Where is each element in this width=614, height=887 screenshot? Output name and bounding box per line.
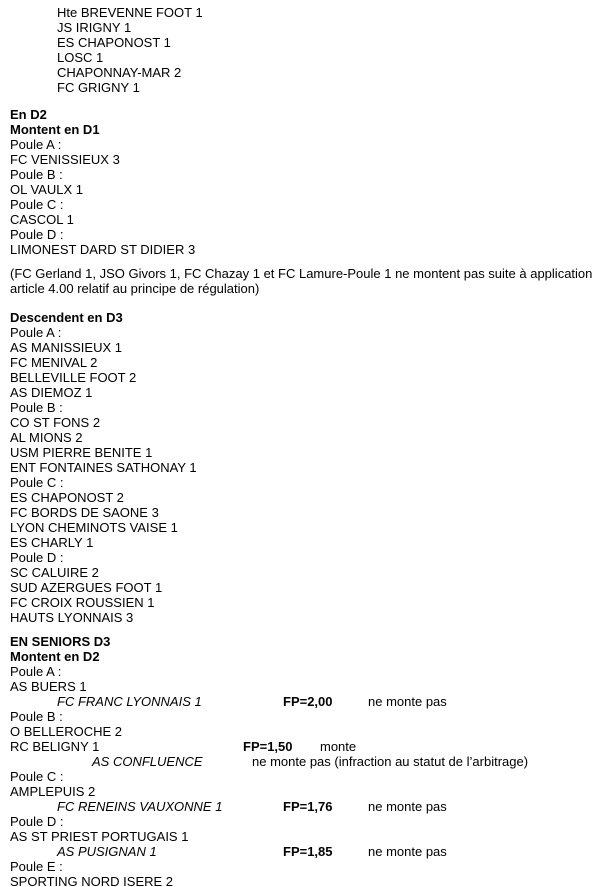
text-line (10, 709, 604, 724)
line-text: Poule A : (10, 137, 62, 152)
line-text: JS IRIGNY 1 (57, 20, 132, 35)
section-en-seniors-d3-montent-en-d2 (10, 634, 604, 887)
line-text: Poule C : (10, 475, 64, 490)
line-text: Poule A : (10, 325, 62, 340)
fp-value: FP=1,50 (243, 739, 293, 754)
line-text: LIMONEST DARD ST DIDIER 3 (10, 242, 196, 257)
text-line (10, 754, 604, 769)
line-text: ES CHAPONOST 1 (57, 35, 171, 50)
fp-value: FP=1,76 (283, 799, 333, 814)
text-line (10, 634, 604, 649)
text-line (10, 197, 604, 212)
line-text: AS PUSIGNAN 1 (57, 844, 157, 859)
text-line (10, 664, 604, 679)
line-text: HAUTS LYONNAIS 3 (10, 610, 134, 625)
text-line (10, 595, 604, 610)
line-text: AL MIONS 2 (10, 430, 83, 445)
line-text: Poule D : (10, 814, 64, 829)
text-line (10, 167, 604, 182)
section-relegated-list-continued (10, 5, 604, 95)
text-line (10, 242, 604, 257)
text-line (10, 325, 604, 340)
line-text: CASCOL 1 (10, 212, 74, 227)
text-line (10, 610, 604, 625)
line-text: AS MANISSIEUX 1 (10, 340, 122, 355)
note-text: ne monte pas (368, 694, 447, 709)
line-text: Poule B : (10, 167, 63, 182)
text-line (10, 505, 604, 520)
text-line (10, 400, 604, 415)
text-line (10, 679, 604, 694)
line-text: FC BORDS DE SAONE 3 (10, 505, 159, 520)
text-line (10, 649, 604, 664)
line-text: LOSC 1 (57, 50, 104, 65)
line-text: Poule C : (10, 769, 64, 784)
line-text: BELLEVILLE FOOT 2 (10, 370, 137, 385)
line-text: OL VAULX 1 (10, 182, 83, 197)
text-line (10, 281, 604, 296)
text-line (10, 799, 604, 814)
text-line (10, 385, 604, 400)
line-text: FC FRANC LYONNAIS 1 (57, 694, 202, 709)
line-text: LYON CHEMINOTS VAISE 1 (10, 520, 178, 535)
line-text: FC MENIVAL 2 (10, 355, 98, 370)
line-text: Poule E : (10, 859, 63, 874)
text-line (10, 355, 604, 370)
text-line (10, 724, 604, 739)
text-line (10, 80, 604, 95)
text-line (10, 182, 604, 197)
line-text: AMPLEPUIS 2 (10, 784, 96, 799)
note-text: ne monte pas (368, 844, 447, 859)
line-text: Poule D : (10, 227, 64, 242)
text-line (10, 152, 604, 167)
line-text: RC BELIGNY 1 (10, 739, 100, 754)
line-text: SUD AZERGUES FOOT 1 (10, 580, 163, 595)
heading-text: Descendent en D3 (10, 310, 123, 325)
line-text: Poule B : (10, 400, 63, 415)
line-text: Poule D : (10, 550, 64, 565)
line-text: ES CHARLY 1 (10, 535, 94, 550)
text-line (10, 784, 604, 799)
text-line (10, 844, 604, 859)
text-line (10, 35, 604, 50)
note-text: ne monte pas (368, 799, 447, 814)
text-line (10, 310, 604, 325)
section-regulation-note (10, 266, 604, 296)
line-text: Poule B : (10, 709, 63, 724)
line-text: (FC Gerland 1, JSO Givors 1, FC Chazay 1 et FC Lamure-Poule 1 ne montent pas suite à application (10, 266, 593, 281)
heading-text: En D2 (10, 107, 47, 122)
line-text: ENT FONTAINES SATHONAY 1 (10, 460, 197, 475)
text-line (10, 340, 604, 355)
text-line (10, 266, 604, 281)
text-line (10, 739, 604, 754)
line-text: FC RENEINS VAUXONNE 1 (57, 799, 223, 814)
note-text: ne monte pas (infraction au statut de l’arbitrage) (252, 754, 529, 769)
text-line (10, 122, 604, 137)
line-text: SPORTING NORD ISERE 2 (10, 874, 174, 887)
line-text: AS DIEMOZ 1 (10, 385, 93, 400)
line-text: ES CHAPONOST 2 (10, 490, 124, 505)
line-text: article 4.00 relatif au principe de régulation) (10, 281, 260, 296)
text-line (10, 829, 604, 844)
text-line (10, 490, 604, 505)
text-line (10, 565, 604, 580)
heading-text: EN SENIORS D3 (10, 634, 111, 649)
text-line (10, 430, 604, 445)
text-line (10, 859, 604, 874)
line-text: AS BUERS 1 (10, 679, 87, 694)
section-descendent-en-d3 (10, 310, 604, 625)
line-text: O BELLEROCHE 2 (10, 724, 122, 739)
text-line (10, 5, 604, 20)
text-line (10, 580, 604, 595)
line-text: Poule A : (10, 664, 62, 679)
fp-value: FP=1,85 (283, 844, 333, 859)
text-line (10, 445, 604, 460)
text-line (10, 65, 604, 80)
text-line (10, 460, 604, 475)
text-line (10, 415, 604, 430)
line-text: CHAPONNAY-MAR 2 (57, 65, 182, 80)
text-line (10, 107, 604, 122)
line-text: FC GRIGNY 1 (57, 80, 140, 95)
heading-text: Montent en D2 (10, 649, 100, 664)
note-text: monte (320, 739, 357, 754)
line-text: FC CROIX ROUSSIEN 1 (10, 595, 155, 610)
text-line (10, 694, 604, 709)
line-text: SC CALUIRE 2 (10, 565, 99, 580)
text-line (10, 874, 604, 887)
heading-text: Montent en D1 (10, 122, 100, 137)
line-text: USM PIERRE BENITE 1 (10, 445, 153, 460)
line-text: CO ST FONS 2 (10, 415, 101, 430)
text-line (10, 535, 604, 550)
text-line (10, 520, 604, 535)
text-line (10, 475, 604, 490)
line-text: Poule C : (10, 197, 64, 212)
line-text: AS ST PRIEST PORTUGAIS 1 (10, 829, 189, 844)
text-line (10, 550, 604, 565)
text-line (10, 370, 604, 385)
section-en-d2-montent-en-d1 (10, 107, 604, 257)
text-line (10, 769, 604, 784)
line-text: FC VENISSIEUX 3 (10, 152, 120, 167)
text-line (10, 814, 604, 829)
text-line (10, 50, 604, 65)
line-text: Hte BREVENNE FOOT 1 (57, 5, 203, 20)
text-line (10, 20, 604, 35)
text-line (10, 227, 604, 242)
fp-value: FP=2,00 (283, 694, 333, 709)
line-text: AS CONFLUENCE (92, 754, 203, 769)
text-line (10, 212, 604, 227)
text-line (10, 137, 604, 152)
